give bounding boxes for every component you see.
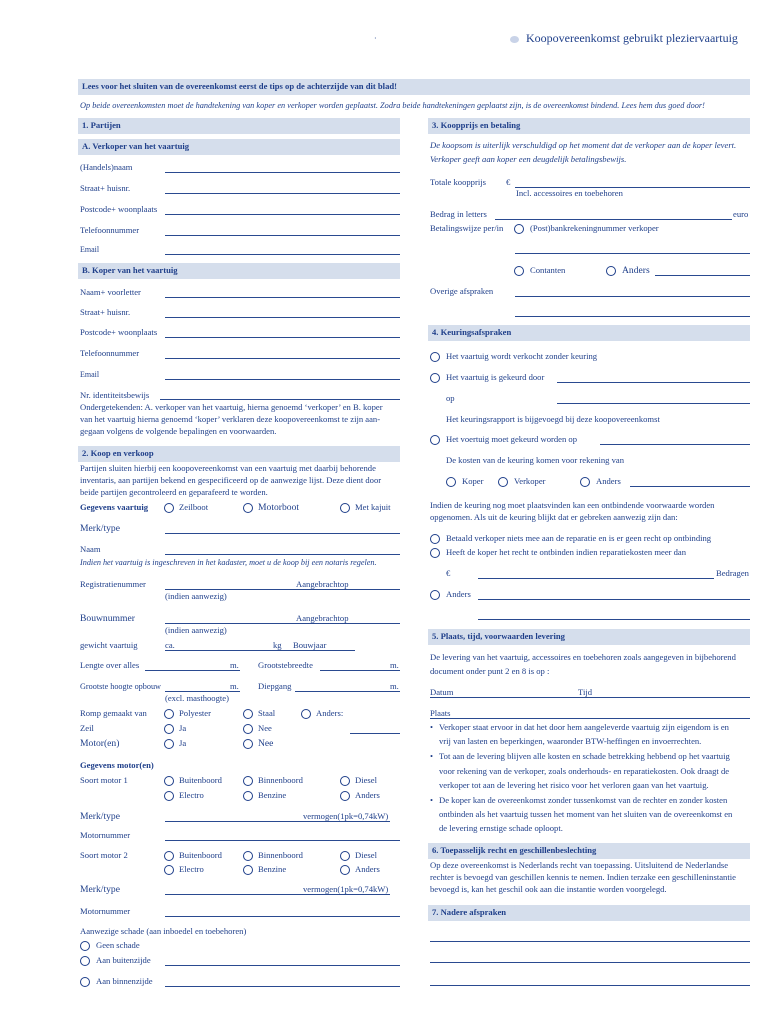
engine1-inboard-label: Binnenboord <box>258 775 303 785</box>
inspection-other-field-2[interactable] <box>478 619 750 620</box>
repair-amount-field[interactable] <box>478 578 714 579</box>
repair-amount-euro: € <box>446 568 451 578</box>
engine2-electro-label: Electro <box>179 864 204 874</box>
hull-polyester-label: Polyester <box>179 708 211 718</box>
cost-other-field[interactable] <box>630 486 750 487</box>
engine2-petrol-label: Benzine <box>258 864 287 874</box>
bank-label: (Post)bankrekeningnummer verkoper <box>530 223 659 233</box>
length-unit: m. <box>230 660 239 670</box>
engine1-power-label: vermogen(1pk=0,74kW) <box>303 811 389 821</box>
seller-street-field[interactable] <box>165 193 400 194</box>
engine2-number-field[interactable] <box>165 916 400 917</box>
hull-label: Romp gemaakt van <box>80 708 147 718</box>
bullet-2-line-1: Tot aan de levering blijven alle kosten en schade betrekking hebbend op het vaartuig <box>439 751 730 761</box>
bullet-2-line-3: verkoper tot aan de levering het risico voor het verloren gaan van het vaartuig. <box>439 780 709 790</box>
buyer-street-label: Straat+ huisnr. <box>80 307 131 317</box>
engine1-outboard-label: Buitenboord <box>179 775 222 785</box>
max-width-label: Grootstebreedte <box>258 660 313 670</box>
delivery-time-label: Tijd <box>578 687 593 697</box>
sale-intro-1: Partijen sluiten hierbij een koopovereenkomst van een vaartuig met daarbij behorende <box>80 463 376 473</box>
inspection-condition-2: opgenomen. Als uit de keuring blijkt dat er gebreken aanwezig zijn dan: <box>430 512 678 522</box>
undersigned-line-3: gegaan volgens de volgende bepalingen en voorwaarden. <box>80 426 277 436</box>
header-bullet-icon <box>510 36 519 43</box>
buyer-email-field[interactable] <box>165 379 400 380</box>
inspected-by-field[interactable] <box>557 382 750 383</box>
seller-email-label: Email <box>80 245 100 254</box>
buyer-name-field[interactable] <box>165 297 400 298</box>
motor-yes-label: Ja <box>179 738 187 748</box>
repair-no-dissolution-radio[interactable] <box>430 534 440 544</box>
sailboat-label: Zeilboot <box>179 502 209 512</box>
section-3-bar: 3. Koopprijs en betaling <box>428 118 750 134</box>
engine2-brand-field[interactable] <box>165 894 390 895</box>
engine2-label: Soort motor 2 <box>80 850 128 860</box>
seller-name-field[interactable] <box>165 172 400 173</box>
engine2-diesel-label: Diesel <box>355 850 377 860</box>
engine1-petrol-radio[interactable] <box>243 791 253 801</box>
damage-inside-field[interactable] <box>165 986 400 987</box>
engine2-petrol-radio[interactable] <box>243 865 253 875</box>
weight-kg: kg <box>273 640 282 650</box>
section-1-bar: 1. Partijen <box>78 118 400 134</box>
inspected-by-label: Het vaartuig is gekeurd door <box>446 372 545 382</box>
repair-amounts-label: Bedragen <box>716 568 749 578</box>
bullet-3-mark: • <box>430 795 434 805</box>
header-dot-small: · <box>374 34 377 43</box>
buyer-name-label: Naam+ voorletter <box>80 287 141 297</box>
brand-type-field[interactable] <box>165 533 400 534</box>
build-number-field[interactable] <box>165 623 400 624</box>
sail-label: Zeil <box>80 723 94 733</box>
motor-yes-radio[interactable] <box>164 739 174 749</box>
engine1-label: Soort motor 1 <box>80 775 128 785</box>
excl-mast-note: (excl. masthoogte) <box>165 693 229 703</box>
build-number-label: Bouwnummer <box>80 613 135 624</box>
registration-field[interactable] <box>165 589 400 590</box>
cost-buyer-label: Koper <box>462 476 484 486</box>
buyer-id-label: Nr. identiteitsbewijs <box>80 390 150 400</box>
seller-phone-label: Telefoonnummer <box>80 225 140 235</box>
cost-seller-radio[interactable] <box>498 477 508 487</box>
damage-inside-label: Aan binnenzijde <box>96 976 153 986</box>
bullet-1-mark: • <box>430 722 434 732</box>
brand-type-label: Merk/type <box>80 523 120 534</box>
section-6-bar: 6. Toepasselijk recht en geschillenbeslechting <box>428 843 750 859</box>
motorboat-label: Motorboot <box>258 502 300 513</box>
delivery-intro-1: De levering van het vaartuig, accessoires en toebehoren zoals aangegeven in bijbehorend <box>430 652 736 662</box>
buyer-postcode-field[interactable] <box>165 337 400 338</box>
engine1-other-label: Anders <box>355 790 380 800</box>
draft-unit: m. <box>390 681 399 691</box>
seller-email-field[interactable] <box>165 254 400 255</box>
engine2-other-radio[interactable] <box>340 865 350 875</box>
cost-other-label: Anders <box>596 476 621 486</box>
bank-account-field[interactable] <box>515 253 750 254</box>
bullet-2-line-2: voor rekening van de verkoper, zoals onderhouds- en reparatiekosten. Ook draagt de <box>439 766 730 776</box>
vessel-name-label: Naam <box>80 544 101 554</box>
inspection-condition-1: Indien de keuring nog moet plaatsvinden kan een ontbindende voorwaarde worden <box>430 500 715 510</box>
buyer-phone-field[interactable] <box>165 358 400 359</box>
buyer-street-field[interactable] <box>165 317 400 318</box>
inspection-report-note: Het keuringsrapport is bijgevoegd bij deze koopovereenkomst <box>446 414 660 424</box>
damage-outside-label: Aan buitenzijde <box>96 955 151 965</box>
seller-name-label: (Handels)naam <box>80 162 133 172</box>
payment-method-label: Betalingswijze per/in <box>430 223 504 233</box>
hull-other-radio[interactable] <box>301 709 311 719</box>
other-agreements-field-2[interactable] <box>515 316 750 317</box>
sail-yes-label: Ja <box>179 723 187 733</box>
must-inspect-field[interactable] <box>600 444 750 445</box>
engine1-electro-radio[interactable] <box>164 791 174 801</box>
damage-inside-radio[interactable] <box>80 977 90 987</box>
seller-phone-field[interactable] <box>165 235 400 236</box>
damage-none-label: Geen schade <box>96 940 140 950</box>
other-agreements-field-1[interactable] <box>515 296 750 297</box>
amount-words-euro: euro <box>733 209 749 219</box>
vessel-data-label: Gegevens vaartuig <box>80 502 149 512</box>
engine1-number-field[interactable] <box>165 840 400 841</box>
build-if-present: (indien aanwezig) <box>165 625 227 635</box>
law-text-1: Op deze overeenkomst is Nederlands recht van toepassing. Uitsluitend de Nederlandse <box>430 860 729 870</box>
hull-steel-label: Staal <box>258 708 276 718</box>
engine1-brand-field[interactable] <box>165 821 390 822</box>
sail-no-radio[interactable] <box>243 724 253 734</box>
engine2-diesel-radio[interactable] <box>340 851 350 861</box>
max-height-field[interactable] <box>165 691 240 692</box>
inspection-costs-label: De kosten van de keuring komen voor rekening van <box>446 455 625 465</box>
registration-if-present: (indien aanwezig) <box>165 591 227 601</box>
cash-label: Contanten <box>530 265 566 275</box>
engine2-brand-label: Merk/type <box>80 884 120 895</box>
buyer-email-label: Email <box>80 370 100 379</box>
registration-label: Registratienummer <box>80 579 146 589</box>
must-inspect-radio[interactable] <box>430 435 440 445</box>
payment-intro-1: De koopsom is uiterlijk verschuldigd op het moment dat de verkoper aan de koper levert. <box>430 140 737 150</box>
inspected-by-radio[interactable] <box>430 373 440 383</box>
inspected-on-field[interactable] <box>557 403 750 404</box>
hull-other-field[interactable] <box>350 733 400 734</box>
damage-outside-field[interactable] <box>165 965 400 966</box>
delivery-date-field[interactable] <box>430 697 750 698</box>
max-width-field[interactable] <box>320 670 400 671</box>
motor-no-label: Nee <box>258 738 274 749</box>
engine2-inboard-radio[interactable] <box>243 851 253 861</box>
engine2-electro-radio[interactable] <box>164 865 174 875</box>
draft-label: Diepgang <box>258 681 292 691</box>
build-year-label: Bouwjaar <box>293 640 327 650</box>
section-2-bar: 2. Koop en verkoop <box>78 446 400 462</box>
payment-other-radio[interactable] <box>606 266 616 276</box>
engine1-other-radio[interactable] <box>340 791 350 801</box>
no-inspection-radio[interactable] <box>430 352 440 362</box>
buyer-id-field[interactable] <box>160 399 400 400</box>
engine1-brand-label: Merk/type <box>80 811 120 822</box>
max-height-unit: m. <box>230 681 239 691</box>
delivery-date-label: Datum <box>430 687 454 697</box>
damage-outside-radio[interactable] <box>80 956 90 966</box>
inspection-other-radio[interactable] <box>430 590 440 600</box>
payment-other-field[interactable] <box>655 275 750 276</box>
engine2-outboard-label: Buitenboord <box>179 850 222 860</box>
cost-other-radio[interactable] <box>580 477 590 487</box>
no-inspection-label: Het vaartuig wordt verkocht zonder keuring <box>446 351 598 361</box>
other-agreements-label: Overige afspraken <box>430 286 494 296</box>
length-field[interactable] <box>145 670 240 671</box>
further-agreements-field-1[interactable] <box>430 941 750 942</box>
total-price-euro: € <box>506 177 511 187</box>
engine1-inboard-radio[interactable] <box>243 776 253 786</box>
engine2-other-label: Anders <box>355 864 380 874</box>
cadastre-note: Indien het vaartuig is ingeschreven in het kadaster, moet u de koop bij een notaris regelen. <box>80 558 377 567</box>
damage-none-radio[interactable] <box>80 941 90 951</box>
notice-bar: Lees voor het sluiten van de overeenkomst eerst de tips op de achterzijde van dit blad! <box>78 79 750 95</box>
section-5-bar: 5. Plaats, tijd, voorwaarden levering <box>428 629 750 645</box>
seller-postcode-label: Postcode+ woonplaats <box>80 204 158 214</box>
buyer-phone-label: Telefoonnummer <box>80 348 140 358</box>
sail-yes-radio[interactable] <box>164 724 174 734</box>
sale-intro-3: beide partijen gecontroleerd en geparafeerd te worden. <box>80 487 268 497</box>
buyer-postcode-label: Postcode+ woonplaats <box>80 327 158 337</box>
bullet-3-line-1: De koper kan de overeenkomst zonder tussenkomst van de rechter en zonder kosten <box>439 795 728 805</box>
engine2-outboard-radio[interactable] <box>164 851 174 861</box>
sale-intro-2: inventaris, aan partijen bekend en gespecificeerd op de aanwezige lijst. Deze dient door <box>80 475 382 485</box>
law-text-3: bevoegd is, kan het geschil ook aan die instantie worden voorgelegd. <box>430 884 667 894</box>
engine-data-heading: Gegevens motor(en) <box>80 760 154 770</box>
sail-no-label: Nee <box>258 723 272 733</box>
cost-seller-label: Verkoper <box>514 476 546 486</box>
engine1-diesel-label: Diesel <box>355 775 377 785</box>
repair-dissolve-radio[interactable] <box>430 548 440 558</box>
bank-radio[interactable] <box>514 224 524 234</box>
engine1-outboard-radio[interactable] <box>164 776 174 786</box>
bullet-2-mark: • <box>430 751 434 761</box>
payment-intro-2: Verkoper geeft aan koper een deugdelijk betalingsbewijs. <box>430 154 627 164</box>
registration-tender-label: Aangebrachtop <box>296 579 349 589</box>
undersigned-line-2: van het vaartuig hierna genoemd ‘koper’ verklaren deze koopovereenkomst te zijn aan- <box>80 414 381 424</box>
engine1-number-label: Motornummer <box>80 830 131 840</box>
payment-other-label: Anders <box>622 265 650 276</box>
total-price-incl: Incl. accessoires en toebehoren <box>516 188 623 198</box>
bullet-1-line-1: Verkoper staat ervoor in dat het door hem aangeleverde vaartuig zijn eigendom is en <box>439 722 729 732</box>
max-width-unit: m. <box>390 660 399 670</box>
cabin-radio[interactable] <box>340 503 350 513</box>
further-agreements-field-2[interactable] <box>430 962 750 963</box>
cabin-label: Met kajuit <box>355 502 391 512</box>
law-text-2: rechter is bevoegd van geschillen kennis te nemen. Indien terzake een geschilleninstantie <box>430 872 736 882</box>
weight-approx: ca. <box>165 640 175 650</box>
cost-buyer-radio[interactable] <box>446 477 456 487</box>
damage-label: Aanwezige schade (aan inboedel en toebehoren) <box>80 926 247 936</box>
engine1-diesel-radio[interactable] <box>340 776 350 786</box>
bullet-3-line-2: ontbinden als het vaartuig tussen het moment van het sluiten van de overeenkomst en <box>439 809 733 819</box>
amount-words-label: Bedrag in letters <box>430 209 487 219</box>
repair-no-dissolution-label: Betaald verkoper niets mee aan de reparatie en is er geen recht op ontbinding <box>446 533 712 543</box>
engine1-petrol-label: Benzine <box>258 790 287 800</box>
engine2-inboard-label: Binnenboord <box>258 850 303 860</box>
motor-no-radio[interactable] <box>243 739 253 749</box>
buyer-heading-bar: B. Koper van het vaartuig <box>78 263 400 279</box>
inspection-other-label: Anders <box>446 589 471 599</box>
draft-field[interactable] <box>295 691 400 692</box>
build-tender-label: Aangebrachtop <box>296 613 349 623</box>
weight-field[interactable] <box>165 650 355 651</box>
further-agreements-field-3[interactable] <box>430 985 750 986</box>
delivery-intro-2: document onder punt 2 en 8 is op : <box>430 666 550 676</box>
sailboat-radio[interactable] <box>164 503 174 513</box>
engine2-power-label: vermogen(1pk=0,74kW) <box>303 884 389 894</box>
motorboat-radio[interactable] <box>243 503 253 513</box>
engine2-number-label: Motornummer <box>80 906 131 916</box>
max-height-label: Grootste hoogte opbouw <box>80 682 161 691</box>
section-4-bar: 4. Keuringsafspraken <box>428 325 750 341</box>
delivery-place-field[interactable] <box>430 718 750 719</box>
notice-text: Op beide overeenkomsten moet de handtekening van koper en verkoper worden geplaatst. Zodra beide handtekeningen geplaatst zijn, is de overeenkomst bindend. Lees hem dus goed door! <box>80 101 705 110</box>
delivery-place-label: Plaats <box>430 708 451 718</box>
bullet-1-line-2: vrij van lasten en beperkingen, waaronder BTW-heffingen en invoerrechten. <box>439 736 702 746</box>
inspected-on-label: op <box>446 393 455 403</box>
hull-other-label: Anders: <box>316 708 344 718</box>
inspection-other-field-1[interactable] <box>478 599 750 600</box>
bullet-3-line-3: de levering ernstige schade oploopt. <box>439 823 563 833</box>
motors-label: Motor(en) <box>80 738 120 749</box>
seller-heading-bar: A. Verkoper van het vaartuig <box>78 139 400 155</box>
vessel-name-field[interactable] <box>165 554 400 555</box>
hull-polyester-radio[interactable] <box>164 709 174 719</box>
seller-street-label: Straat+ huisnr. <box>80 183 131 193</box>
engine1-electro-label: Electro <box>179 790 204 800</box>
seller-postcode-field[interactable] <box>165 214 400 215</box>
length-label: Lengte over alles <box>80 660 140 670</box>
undersigned-line-1: Ondergetekenden: A. verkoper van het vaartuig, hierna genoemd ‘verkoper’ en B. koper <box>80 402 383 412</box>
section-7-bar: 7. Nadere afspraken <box>428 905 750 921</box>
total-price-label: Totale koopprijs <box>430 177 486 187</box>
document-title: Koopovereenkomst gebruikt pleziervaartuig <box>526 31 738 45</box>
repair-dissolve-label: Heeft de koper het recht te ontbinden indien reparatiekosten meer dan <box>446 547 687 557</box>
weight-label: gewicht vaartuig <box>80 640 138 650</box>
amount-words-field[interactable] <box>495 219 732 220</box>
cash-radio[interactable] <box>514 266 524 276</box>
hull-steel-radio[interactable] <box>243 709 253 719</box>
must-inspect-label: Het voertuig moet gekeurd worden op <box>446 434 578 444</box>
